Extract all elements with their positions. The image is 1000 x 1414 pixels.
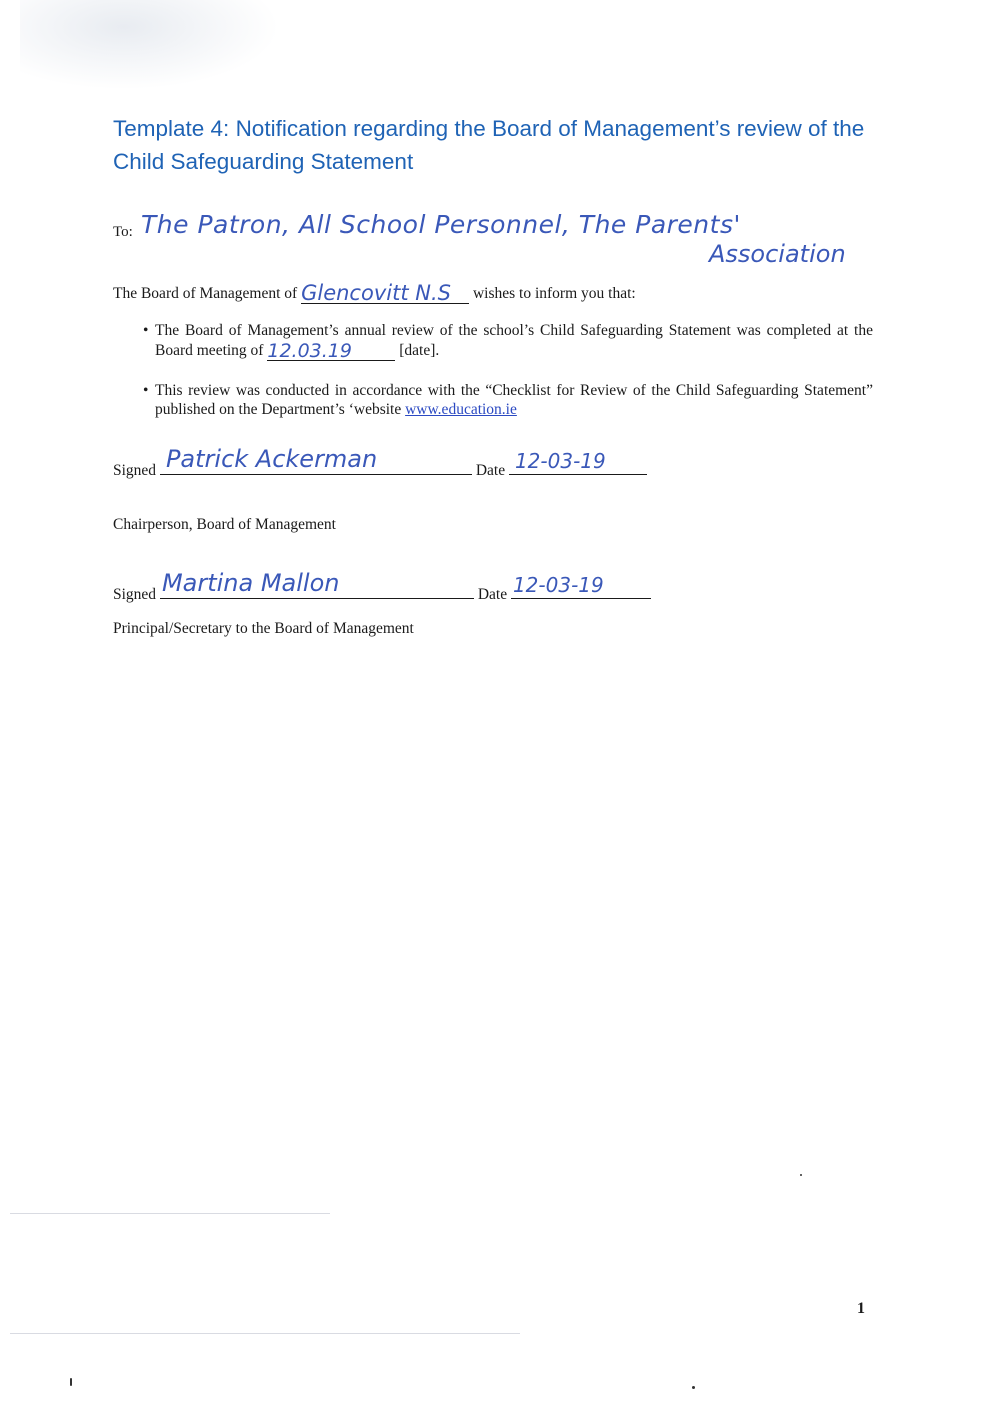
board-prefix: The Board of Management of xyxy=(113,285,298,302)
page-number: 1 xyxy=(857,1300,865,1317)
recipient-handwriting: The Patron, All School Personnel, The Parents' xyxy=(141,210,741,239)
education-website-link[interactable]: www.education.ie xyxy=(405,401,517,418)
bullet-review-checklist xyxy=(143,381,873,419)
bullet-text-after: [date]. xyxy=(399,342,440,359)
principal-signature-row xyxy=(113,569,651,604)
principal-role: Principal/Secretary to the Board of Management xyxy=(113,620,414,637)
chair-role: Chairperson, Board of Management xyxy=(113,516,336,533)
board-statement-line xyxy=(113,282,636,304)
principal-signature-field xyxy=(160,569,474,599)
recipient-line xyxy=(113,210,903,270)
chair-signature: Patrick Ackerman xyxy=(165,445,378,473)
bullet-text: The Board of Management’s annual review of the school’s Child Safeguarding Statement was completed at the Board meeting of xyxy=(155,322,873,359)
principal-signature: Martina Mallon xyxy=(161,569,340,597)
scan-artifact-line xyxy=(10,1333,520,1334)
chair-date-field xyxy=(509,449,647,475)
school-name-field xyxy=(301,282,469,304)
scan-speck xyxy=(800,1174,802,1176)
signed-label: Signed xyxy=(113,462,157,479)
scan-speck xyxy=(692,1386,695,1389)
scan-artifact-line xyxy=(10,1213,330,1214)
meeting-date-handwriting: 12.03.19 xyxy=(267,340,352,362)
page-title: Template 4: Notification regarding the Board of Management’s review of the Child Safeguarding Statement xyxy=(113,116,865,174)
chair-date-handwriting: 12-03-19 xyxy=(514,449,606,473)
principal-date-field xyxy=(511,573,651,599)
date-label: Date xyxy=(477,586,508,603)
chair-signature-row xyxy=(113,445,647,480)
principal-date-handwriting: 12-03-19 xyxy=(512,573,604,597)
bullet-list xyxy=(143,321,873,439)
scan-smudge xyxy=(20,0,280,90)
chair-signature-field xyxy=(160,445,472,475)
signed-label: Signed xyxy=(113,586,157,603)
scan-speck xyxy=(70,1378,72,1386)
bullet-text: This review was conducted in accordance with the “Checklist for Review of the Child Safeguarding Statement” published on the Department’s ‘website xyxy=(155,382,873,418)
meeting-date-field xyxy=(267,340,395,361)
recipient-handwriting-line2: Association xyxy=(709,240,846,268)
date-label: Date xyxy=(475,462,506,479)
bullet-review-completed xyxy=(143,321,873,361)
to-label: To: xyxy=(113,224,133,240)
school-name-handwriting: Glencovitt N.S xyxy=(301,281,451,305)
board-suffix: wishes to inform you that: xyxy=(472,285,636,302)
